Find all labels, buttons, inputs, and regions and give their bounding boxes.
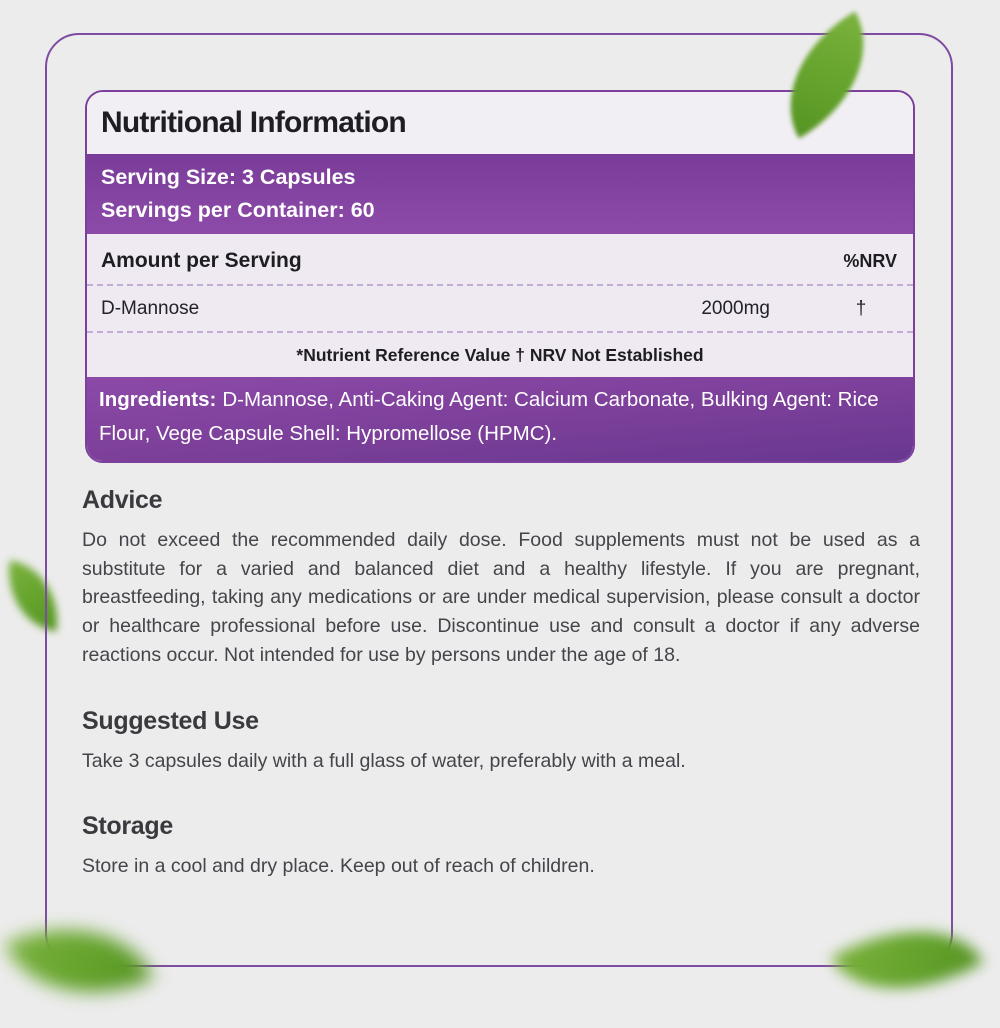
nrv-footnote: *Nutrient Reference Value † NRV Not Established: [296, 344, 704, 365]
suggested-use-heading: Suggested Use: [82, 706, 259, 735]
nutrition-facts-panel: [85, 90, 915, 463]
advice-text: Do not exceed the recommended daily dose. Food supplements must not be used as a substitute for a varied and balanced diet and a healthy lifestyle. If you are pregnant, breastfeeding, taking any medications or are under medical supervision, please consult a doctor or healthcare professional before use. Discontinue use and consult a doctor if any adverse reactions occur. Not intended for use by persons under the age of 18.: [82, 529, 920, 666]
ingredients-section: [87, 377, 913, 461]
nutrient-amount: 2000mg: [701, 297, 770, 319]
nutrient-name: D-Mannose: [101, 297, 200, 319]
advice-heading: Advice: [82, 486, 163, 514]
ingredients-label: Ingredients:: [99, 388, 217, 411]
table-row: [87, 286, 913, 331]
storage-section: [82, 812, 920, 881]
suggested-use-text: Take 3 capsules daily with a full glass of water, preferably with a meal.: [82, 749, 686, 772]
servings-per-container-text: Servings per Container: 60: [101, 198, 375, 222]
suggested-use-section: [82, 707, 920, 776]
nutrient-table: [87, 234, 913, 377]
column-header-nrv: %NRV: [843, 250, 897, 271]
nutrient-nrv-value: †: [855, 297, 867, 319]
column-header-amount-per-serving: Amount per Serving: [101, 249, 302, 272]
panel-header: [87, 92, 913, 154]
storage-text: Store in a cool and dry place. Keep out of reach of children.: [82, 855, 595, 878]
storage-heading: Storage: [82, 812, 173, 841]
serving-info-bar: [87, 154, 913, 234]
serving-size-text: Serving Size: 3 Capsules: [101, 165, 356, 189]
panel-title: Nutritional Information: [101, 106, 406, 139]
ingredients-text: D-Mannose, Anti-Caking Agent: Calcium Carbonate, Bulking Agent: Rice Flour, Vege Capsule Shell: Hypromellose (HPMC).: [99, 388, 879, 445]
table-header-row: [87, 234, 913, 284]
info-sections: [82, 486, 920, 881]
advice-section: [82, 486, 920, 670]
